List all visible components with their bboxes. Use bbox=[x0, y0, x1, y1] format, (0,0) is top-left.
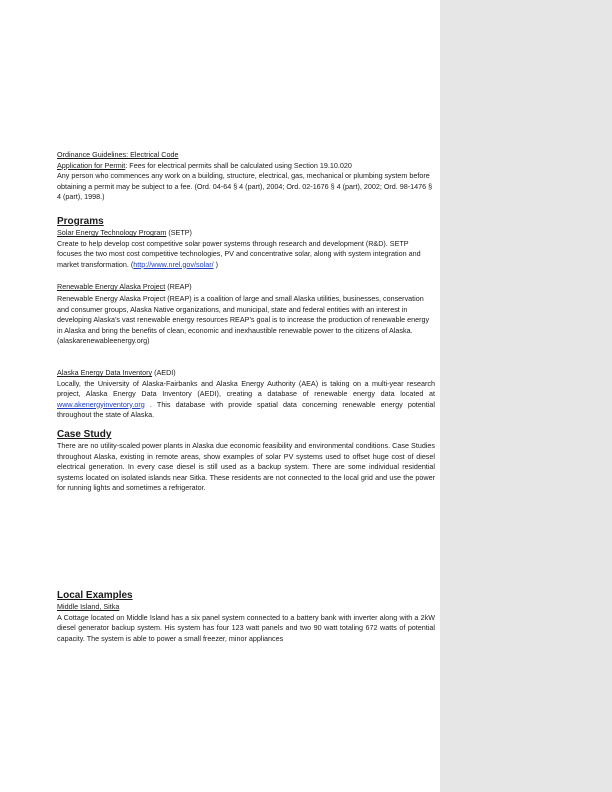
nrel-link[interactable]: http://www.nrel.gov/solar/ bbox=[133, 259, 214, 269]
aedi-after: . This database with provide spatial data concerning renewable energy potential throughout the state of Alaska. bbox=[57, 399, 435, 419]
aedi-title: Alaska Energy Data Inventory bbox=[57, 368, 153, 377]
permit-label: Application for Permit bbox=[57, 160, 126, 170]
case-study-section bbox=[57, 429, 435, 494]
aedi-section bbox=[57, 368, 435, 421]
aedi-body: Locally, the University of Alaska-Fairbanks and Alaska Energy Authority (AEA) is taking on a multi-year research project, Alaska Energy Data Inventory (AEDI), creating a database of renewable energy data located at bbox=[57, 378, 435, 398]
local-body: A Cottage located on Middle Island has a six panel system connected to a battery bank with inverter along with a 2kW diesel generator backup system. His system has four 123 watt panels and two 90 watt totaling 672 watts of potential capacity. The system is able to power a small freezer, minor appliances bbox=[57, 612, 435, 643]
reap-body: Renewable Energy Alaska Project (REAP) is a coalition of large and small Alaska utilities, businesses, conservation and consumer groups, Alaska Native organizations, and municipal, state and federal entities with an interest in developing Alaska’s vast renewable energy resources REAP’s goal is to increase the production of renewable energy in Alaska and bring the benefits of clean, economic and inexhaustible renewable power to the citizens of Alaska. (alaskarenewableenergy.org) bbox=[57, 294, 430, 345]
ordinance-body: Any person who commences any work on a building, structure, electrical, gas, mechanical or plumbing system before obtaining a permit may be subject to a fee. (Ord. 04-64 § 4 (part), 2004; Ord. 02-1676 § 4 (part), 2002; Ord. 98-1476 § 4 (part), 1998.) bbox=[57, 171, 433, 201]
local-examples-heading: Local Examples bbox=[57, 590, 133, 601]
case-study-heading: Case Study bbox=[57, 429, 112, 440]
akenergy-link[interactable]: www.akenergyinventory.org bbox=[57, 399, 145, 409]
reap-section bbox=[57, 282, 435, 347]
local-examples-section bbox=[57, 590, 435, 644]
ordinance-title: Ordinance Guidelines: Electrical Code bbox=[57, 150, 179, 159]
comment-margin bbox=[440, 0, 612, 792]
setp-abbr: (SETP) bbox=[166, 228, 192, 237]
reap-abbr: (REAP) bbox=[165, 282, 192, 291]
local-subtitle: Middle Island, Sitka bbox=[57, 602, 120, 611]
reap-title: Renewable Energy Alaska Project bbox=[57, 282, 166, 291]
programs-section bbox=[57, 216, 435, 270]
ordinance-section bbox=[57, 150, 435, 203]
setp-after: ) bbox=[213, 259, 218, 269]
case-study-body: There are no utility-scaled power plants in Alaska due economic feasibility and environmental conditions. Case Studies throughout Alaska, existing in remote areas, show examples of solar PV systems used to offset huge cost of diesel electrical generation. In every case diesel is still used as a backup system. There are some individual residential systems located on isolated islands near Sitka. These residents are not connected to the local grid and use the power for running lights and sometimes a refrigerator. bbox=[57, 441, 435, 492]
programs-heading: Programs bbox=[57, 216, 104, 227]
setp-title: Solar Energy Technology Program bbox=[57, 228, 167, 237]
permit-text: : Fees for electrical permits shall be calculated using Section 19.10.020 bbox=[125, 160, 352, 170]
setp-body: Create to help develop cost competitive solar power systems through research and development (R&D). SETP focuses the two most cost competitive technologies, PV and concentrative solar, along with system integration and market transformation. ( bbox=[57, 238, 421, 269]
aedi-abbr: (AEDI) bbox=[152, 368, 176, 377]
